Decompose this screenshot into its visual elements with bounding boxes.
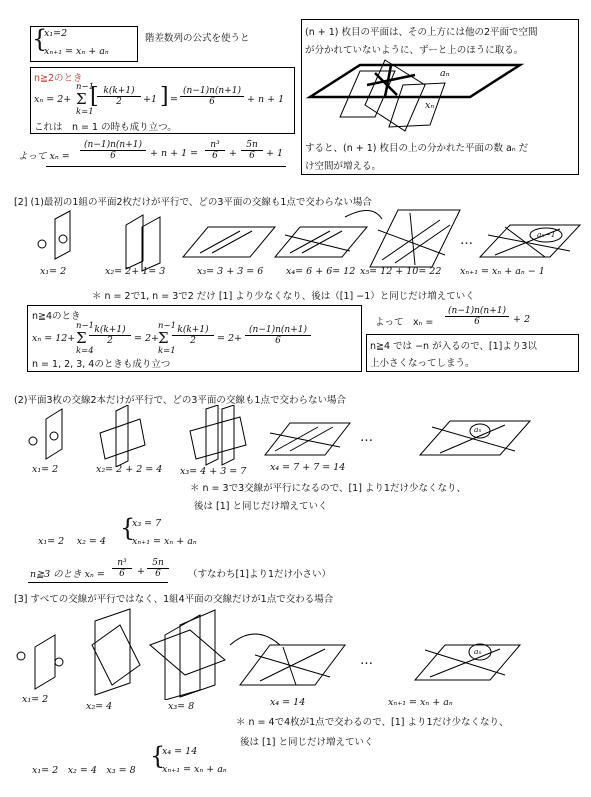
s3-label-4: x₄ = 7 + 7 = 14: [270, 462, 346, 473]
s2-box-lhs: xₙ = 12+: [32, 333, 76, 344]
explanation-line-4: け空間が増える。: [305, 161, 382, 172]
final-fraction-3: $\frac{5n}{6}$: [241, 140, 263, 161]
s2-label-3: x₃= 3 + 3 = 6: [197, 266, 264, 277]
s3-condition: n≧3 のとき xₙ =: [30, 569, 105, 580]
s4-plane-3c: [150, 630, 225, 675]
final-fraction-1: $\frac{(n-1)n(n+1)}{6}$: [80, 140, 146, 161]
s3-fraction-2: $\frac{5n}{6}$: [147, 558, 169, 579]
derivation-lhs: xₙ = 2+: [34, 94, 72, 105]
s3-underline: [28, 582, 168, 583]
s4-label-3: x₃= 8: [168, 701, 195, 712]
s2-label-4: x₄= 6 + 6= 12: [286, 266, 356, 277]
xn-label: xₙ: [425, 100, 435, 111]
s2-note: ＊ n = 2で1, n = 3で2 だけ [1] より少なくなり、後は（[1] −1）と同じだけ増えていく: [92, 291, 475, 302]
s4-plane-3b: [180, 610, 215, 697]
s4-plane-3a: [165, 615, 200, 700]
system-brace: {: [32, 25, 48, 53]
explanation-line-3: すると、(n + 1) 枚目の上の分かれた平面の数 aₙ だ: [305, 143, 529, 154]
s4-brace: {: [150, 742, 166, 770]
s4-initial-values: x₁= 2 x₂ = 4 x₃ = 8: [32, 765, 136, 776]
sum-lower: k=1: [76, 107, 94, 117]
s4-note-1: ＊ n = 4で4枚が1点で交わるので、[1] より1だけ少なくなり、: [236, 717, 509, 728]
final-tail: + 1: [266, 148, 284, 159]
s3-label-1: x₁= 2: [32, 464, 59, 475]
section4-heading: [3] すべての交線が平行ではなく、1組4平面の交線だけが1点で交わる場合: [14, 594, 334, 605]
s4-plane-2a: [95, 609, 130, 695]
also-holds-text: これは n = 1 の時も成り立つ。: [34, 122, 177, 133]
s3-plane-4: [265, 423, 350, 455]
s3-note-2: 後は [1] と同じだけ増えていく: [194, 501, 328, 512]
s3-circle-label: aₙ: [474, 425, 482, 434]
s3-ellipsis: …: [360, 430, 373, 445]
section3-diagrams: [0, 405, 591, 467]
s2-ellipsis: …: [460, 233, 473, 248]
s3-brace: {: [120, 514, 136, 542]
s3-note-1: ＊ n = 3で3交線が平行になるので、[1] より1だけ少なくなり、: [190, 483, 466, 494]
s2-circle-label: aₙ−1: [537, 230, 556, 239]
s3-initial-values: x₁= 2 x₂ = 4: [38, 536, 106, 547]
intersection-line-1: [367, 75, 415, 85]
fraction-k: $\frac{k(k+1)}{2}$: [97, 86, 141, 107]
s2-sigma: Σ: [76, 329, 87, 347]
s2-plane-2b: [142, 217, 160, 271]
final-prefix: よって xₙ =: [18, 151, 70, 162]
s2-fraction-k: $\frac{k(k+1)}{2}$: [89, 325, 131, 346]
section4-diagrams: [0, 605, 591, 700]
s4-label-5: xₙ₊₁ = xₙ + aₙ: [388, 697, 453, 708]
final-plus: +: [229, 148, 237, 159]
s4-label-1: x₁= 2: [22, 694, 49, 705]
explanation-line-2: が分かれていないように、ずーと上のほうに取る。: [305, 45, 524, 56]
s2-label-1: x₁= 2: [40, 266, 67, 277]
final-mid: + n + 1 =: [150, 148, 199, 159]
s2-box-mid-1: = 2+: [134, 333, 159, 344]
s3-sys-1: x₃ = 7: [132, 518, 162, 529]
s4-ellipsis: …: [360, 653, 373, 668]
system-line-1: x₁=2: [44, 28, 68, 39]
s2-sum2-lower: k=1: [158, 346, 176, 356]
s2-box-holds: n = 1, 2, 3, 4のときも成り立つ: [32, 359, 171, 370]
s2-result-tail: + 2: [513, 314, 531, 325]
sum-upper: n−1: [76, 82, 95, 92]
s2-box-mid-2: = 2+: [217, 333, 242, 344]
system-line-2: xₙ₊₁ = xₙ + aₙ: [44, 46, 109, 57]
s2-sum-lower: k=4: [76, 346, 94, 356]
s3-plus: +: [137, 566, 145, 577]
s4-label-4: x₄ = 14: [270, 697, 306, 708]
top-plane: [310, 65, 520, 97]
s2-plane-2a: [126, 215, 143, 269]
formula-note: 階差数列の公式を使うと: [145, 33, 250, 44]
s2-sum-upper: n−1: [76, 321, 95, 331]
s3-plane-2a: [100, 419, 145, 459]
section2-heading: [2] (1)最初の1組の平面2枚だけが平行で、どの3平面の交線も1点で交わらない場合: [14, 197, 372, 208]
s4-circle-label: aₙ: [474, 647, 482, 656]
final-underline: [46, 166, 286, 167]
s3-plane-2b: [116, 405, 128, 467]
right-bracket: ]: [160, 84, 169, 109]
plane-c: [389, 83, 445, 127]
s2-sum2-upper: n−1: [158, 321, 177, 331]
condition-label: n≧2のとき: [34, 73, 83, 84]
s2-note2-line-1: n≧4 では −n が入るので、[1]より3以: [370, 341, 537, 352]
final-fraction-2: $\frac{\text{n³}}{6}$: [205, 140, 225, 161]
s2-plane-3: [183, 227, 275, 257]
s3-label-3: x₃= 4 + 3 = 7: [180, 466, 247, 477]
s3-plane-1: [46, 409, 62, 459]
section3-heading: (2)平面3枚の交線2本だけが平行で、どの3平面の交線も1点で交わらない場合: [14, 395, 346, 406]
s2-label-6: xₙ₊₁ = xₙ + aₙ − 1: [460, 266, 545, 277]
s3-plane-3c: [222, 405, 234, 465]
s4-sys-2: xₙ₊₁ = xₙ + aₙ: [162, 764, 227, 775]
s4-plane-2b: [92, 625, 140, 685]
fraction-n: $\frac{(n-1)n(n+1)}{6}$: [180, 86, 244, 107]
sigma-symbol: Σ: [76, 90, 87, 108]
s2-result-fraction: $\frac{(n-1)n(n+1)}{6}$: [445, 306, 509, 327]
s2-note2-line-2: 上小さくなってしまう。: [370, 358, 475, 369]
s3-fraction-1: $\frac{\text{n³}}{6}$: [112, 558, 132, 579]
explanation-line-1: (n + 1) 枚目の平面は、その上方には他の2平面で空間: [305, 27, 538, 38]
s4-plane-1: [35, 635, 55, 689]
s2-box-cond: n≧4のとき: [32, 311, 81, 322]
s2-fraction-n: $\frac{(n-1)n(n+1)}{6}$: [245, 325, 311, 346]
s2-label-5: x₅= 12 + 10= 22: [360, 266, 442, 277]
equals-sign: =: [170, 94, 178, 105]
plus-one: +1: [143, 94, 158, 105]
s4-note-2: 後は [1] と同じだけ増えていく: [240, 737, 374, 748]
s2-result-prefix: よって xₙ =: [375, 317, 434, 328]
s2-fraction-k-2: $\frac{k(k+1)}{2}$: [172, 325, 214, 346]
derivation-tail: + n + 1: [247, 94, 285, 105]
s3-label-2: x₂= 2 + 2 = 4: [96, 464, 163, 475]
s3-sys-2: xₙ₊₁ = xₙ + aₙ: [132, 536, 197, 547]
plane-diagram: [305, 55, 525, 135]
s4-sys-1: x₄ = 14: [162, 746, 198, 757]
section2-diagrams: [0, 205, 591, 275]
an-label: aₙ: [440, 68, 450, 79]
left-bracket: [: [90, 84, 99, 109]
s3-remark: （すなわち[1]より1だけ小さい）: [188, 569, 332, 580]
s4-label-2: x₂= 4: [86, 701, 113, 712]
s2-label-2: x₂= 2+ 1= 3: [105, 266, 166, 277]
s2-sigma-2: Σ: [158, 329, 169, 347]
